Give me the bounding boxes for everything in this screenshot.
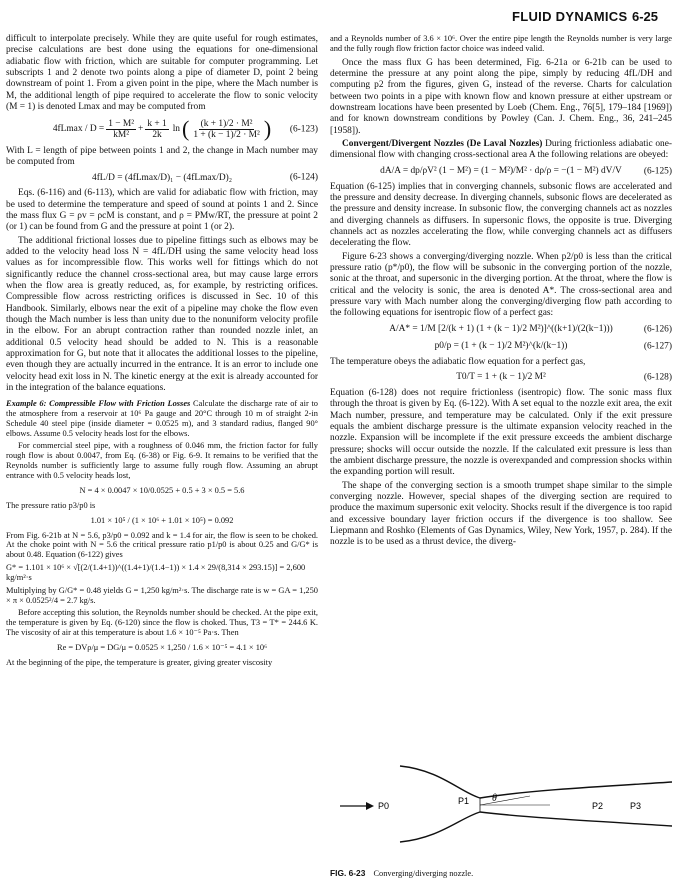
paragraph: The shape of the converging section is a smooth trumpet shape similar to the simple converging nozzle. However, special shapes of the diverging section are required to produce the maximum supersonic exit velocity. Shocks result if the divergence is too rapid and excessive boundary layer friction occurs if the divergence is too shallow. See Liepmann and Roshko (Elements of Gas Dynamics, Wiley, New York, 1957, p. 284). If the nozzle is to be used as a thrust device, the diverg-	[330, 480, 672, 548]
equation-number: (6-126)	[643, 324, 672, 335]
equation-number: (6-123)	[289, 123, 318, 134]
running-header	[0, 4, 680, 28]
equation-number: (6-125)	[643, 166, 672, 177]
example-paragraph: From Fig. 6-21b at N = 5.6, p3/p0 = 0.092 and k = 1.4 for air, the flow is seen to be choked. At the choke point with N = 5.6 the critical pressure ratio p1/p0 is about 0.25 and G/G* is about 0.48. Equation (6-122) gives	[6, 530, 318, 560]
paragraph: and a Reynolds number of 3.6 × 10⁶. Over the entire pipe length the Reynolds number is very large and the fully rough flow friction factor choice was indeed valid.	[330, 34, 672, 53]
equation-6-127: p0/p = (1 + (k − 1)/2 M²)^(k/(k−1)) (6-127)	[434, 341, 672, 352]
label-theta: θ	[492, 793, 497, 804]
equation-number: (6-124)	[289, 172, 318, 183]
page-number: 6-25	[632, 9, 659, 24]
section-heading: Convergent/Divergent Nozzles (De Laval Nozzles)	[342, 139, 543, 150]
equation-number: (6-127)	[643, 341, 672, 352]
equation-6-128: T0/T = 1 + (k − 1)/2 M² (6-128)	[456, 372, 672, 383]
example-paragraph: Before accepting this solution, the Reynolds number should be checked. At the pipe exit, the temperature is given by Eq. (6-120) since the flow is choked. Thus, T3 = T* = 244.6 K. The viscosity of air at this temperature is about 1.6 × 10⁻⁵ Pa·s. Then	[6, 607, 318, 637]
running-header-title: FLUID DYNAMICS	[512, 9, 628, 24]
paragraph: The temperature obeys the adiabatic flow equation for a perfect gas,	[330, 356, 586, 367]
example-title: Example 6: Compressible Flow with Friction Losses	[6, 399, 191, 409]
example-equation-g-star: G* = 1.101 × 10⁶ × √[(2/(1.4+1))^((1.4+1)/(1.4−1)) × 1.4 × 29/(8,314 × 293.15)] = 2,600 kg/m²·s	[6, 563, 306, 583]
nozzle-diagram	[330, 756, 672, 856]
paragraph: Equation (6-128) does not require frictionless (isentropic) flow. The sonic mass flux through the throat is given by Eq. (6-122). With A set equal to the nozzle exit area, the exit Mach number, pressure, and temperature may be calculated. Only if the exit pressure equals the ambient discharge pressure is the ultimate expansion velocity reached in the nozzle. Expansion will be incomplete if the exit pressure exceeds the ambient discharge pressure; shocks will occur outside the nozzle. If the calculated exit pressure is less than the ambient discharge pressure, the nozzle is overexpanded and compression shocks within the expanding portion will result.	[330, 388, 672, 478]
figure-converging-diverging-nozzle	[330, 756, 672, 856]
example-paragraph: Example 6: Compressible Flow with Friction Losses Calculate the discharge rate of air to the atmosphere from a reservoir at 10⁶ Pa gauge and 20°C through 10 m of straight 2-in Schedule 40 steel pipe (inside diameter = 0.0525 m), and 3 standard radius, flanged 90° elbows. Assume 0.5 velocity heads lost for the elbows.	[6, 399, 318, 439]
paragraph: Convergent/Divergent Nozzles (De Laval Nozzles) During frictionless adiabatic one-dimensional flow with changing cross-sectional area A the following relations are obeyed:	[330, 139, 672, 161]
equation-6-124: 4fL/D = (4fLmax/D)₁ − (4fLmax/D)₂ (6-124)	[92, 172, 318, 183]
equation-6-126: A/A* = 1/M [2/(k + 1) (1 + (k − 1)/2 M²)]^((k+1)/(2(k−1))) (6-126)	[389, 324, 672, 335]
example-paragraph: For commercial steel pipe, with a roughness of 0.046 mm, the friction factor for fully rough flow is about 0.0047, from Eq. (6-38) or Fig. 6-9. It remains to be verified that the Reynolds number is sufficiently large to assume fully rough flow. Assuming an abrupt entrance with 0.5 velocity heads lost,	[6, 440, 318, 480]
label-p3: P3	[630, 801, 642, 811]
example-paragraph: Multiplying by G/G* = 0.48 yields G = 1,250 kg/m²·s. The discharge rate is w = GA = 1,250 × π × 0.0525²/4 = 2.7 kg/s.	[6, 586, 318, 605]
equation-number: (6-128)	[643, 372, 672, 383]
left-column	[6, 34, 318, 669]
label-p1: P1	[458, 796, 470, 806]
example-equation-n: N = 4 × 0.0047 × 10/0.0525 + 0.5 + 3 × 0.5 = 5.6	[79, 485, 245, 495]
label-p0: P0	[378, 801, 390, 811]
paragraph: difficult to interpolate precisely. While they are quite useful for rough estimates, precise calculations are best done using the equations for one-dimensional adiabatic flow with friction, which are suitable for computer programming. Let subscripts 1 and 2 denote two points along a pipe of diameter D, point 2 being downstream of point 1. From a given point in the pipe, where the Mach number is M, the additional length of pipe required to accelerate the flow to sonic velocity (M = 1) is denoted Lmax and may be computed from	[6, 34, 318, 112]
figure-caption	[330, 868, 473, 879]
nozzle-lower-wall	[400, 812, 672, 842]
paragraph: Eqs. (6-116) and (6-113), which are valid for adiabatic flow with friction, may be used to determine the temperature and speed of sound at points 1 and 2. Since the mass flux G = ρv = ρcM is constant, and ρ = PMw/RT, the pressure at point 2 (or 1) can be found from G and the pressure at point 1 (or 2).	[6, 188, 318, 233]
example-paragraph: At the beginning of the pipe, the temperature is greater, giving greater viscosity	[6, 657, 273, 667]
label-p2: P2	[592, 801, 604, 811]
figure-caption-text: Converging/diverging nozzle.	[373, 869, 474, 878]
right-column	[330, 34, 672, 551]
nozzle-upper-wall	[400, 766, 672, 798]
paragraph: Once the mass flux G has been determined, Fig. 6-21a or 6-21b can be used to determine the pressure at any point along the pipe, simply by reducing 4fL/DH and computing p2 from the figures, given G, instead of the reverse. Charts for calculation between two points in a pipe with known flow and known pressure at either upstream or downstream locations have been presented by Loeb (Chem. Eng., 76[5], 179–184 [1969]) and for known downstream conditions by Powley (Can. J. Chem. Eng., 36, 241–245 [1958]).	[330, 57, 672, 136]
example-equation-pressure: 1.01 × 10⁵ / (1 × 10⁶ + 1.01 × 10⁵) = 0.092	[90, 515, 234, 525]
figure-number: FIG. 6-23	[330, 868, 366, 878]
paragraph: With L = length of pipe between points 1 and 2, the change in Mach number may be computed from	[6, 145, 318, 168]
equation-6-125: dA/A = dp/ρV² (1 − M²) = (1 − M²)/M² · dρ/ρ = −(1 − M²) dV/V (6-125)	[380, 166, 672, 177]
example-paragraph: The pressure ratio p3/p0 is	[6, 500, 96, 510]
flow-arrow-head	[366, 802, 374, 810]
paragraph: Equation (6-125) implies that in converging channels, subsonic flows are accelerated and the pressure and density decrease. In diverging channels, subsonic flows are decelerated as the pressure and density increase. In subsonic flow, the converging channels act as nozzles and diverging channels as diffusers. In supersonic flows, the opposite is true. Diverging channels act as nozzles accelerating the flow, while converging channels act as diffusers decelerating the flow.	[330, 181, 672, 249]
paragraph: The additional frictional losses due to pipeline fittings such as elbows may be added to the velocity head loss N = 4fL/DH using the same velocity head loss values as for incompressible flow. This works well for fittings which do not significantly reduce the channel cross-sectional area, but may cause large errors when the flow area is greatly reduced, as, for example, by restricting orifices. Compressible flow across restricting orifices is discussed in Sec. 10 of this Handbook. Similarly, elbows near the exit of a pipeline may choke the flow even though the Mach number is less than unity due to the nonuniform velocity profile in the elbow. For an abrupt contraction rather than rounded nozzle inlet, an additional 0.5 velocity head should be added to N. This is a reasonable approximation for G, but note that it allocates the additional losses to the pipeline, even though they are actually incurred in the entrance. It is an error to include one velocity head exit loss in N. The kinetic energy at the exit is already accounted for in the integration of the balance equations.	[6, 235, 318, 394]
example-equation-reynolds: Re = DVρ/μ = DG/μ = 0.0525 × 1,250 / 1.6 × 10⁻⁵ = 4.1 × 10⁶	[56, 642, 268, 652]
paragraph: Figure 6-23 shows a converging/diverging nozzle. When p2/p0 is less than the critical pressure ratio (p*/p0), the flow will be subsonic in the converging portion of the nozzle, sonic at the throat, and supersonic in the diverging portion. At the throat, where the flow is critical and the velocity is sonic, the area is denoted A*. The cross-sectional area and pressure vary with Mach number along the converging/diverging flow path according to the following equations for isentropic flow of a perfect gas:	[330, 251, 672, 319]
equation-6-123: 4fLmax / D = $\frac{\text{1 − M²}}{\text{kM²}}$ + $\frac{k + 1}{2k}$ ln ( $\frac{\text{(k + 1)/2 · M²}}{\text{1 + (k − 1)/2 · M²}}$ ) (6-123)	[52, 116, 318, 142]
